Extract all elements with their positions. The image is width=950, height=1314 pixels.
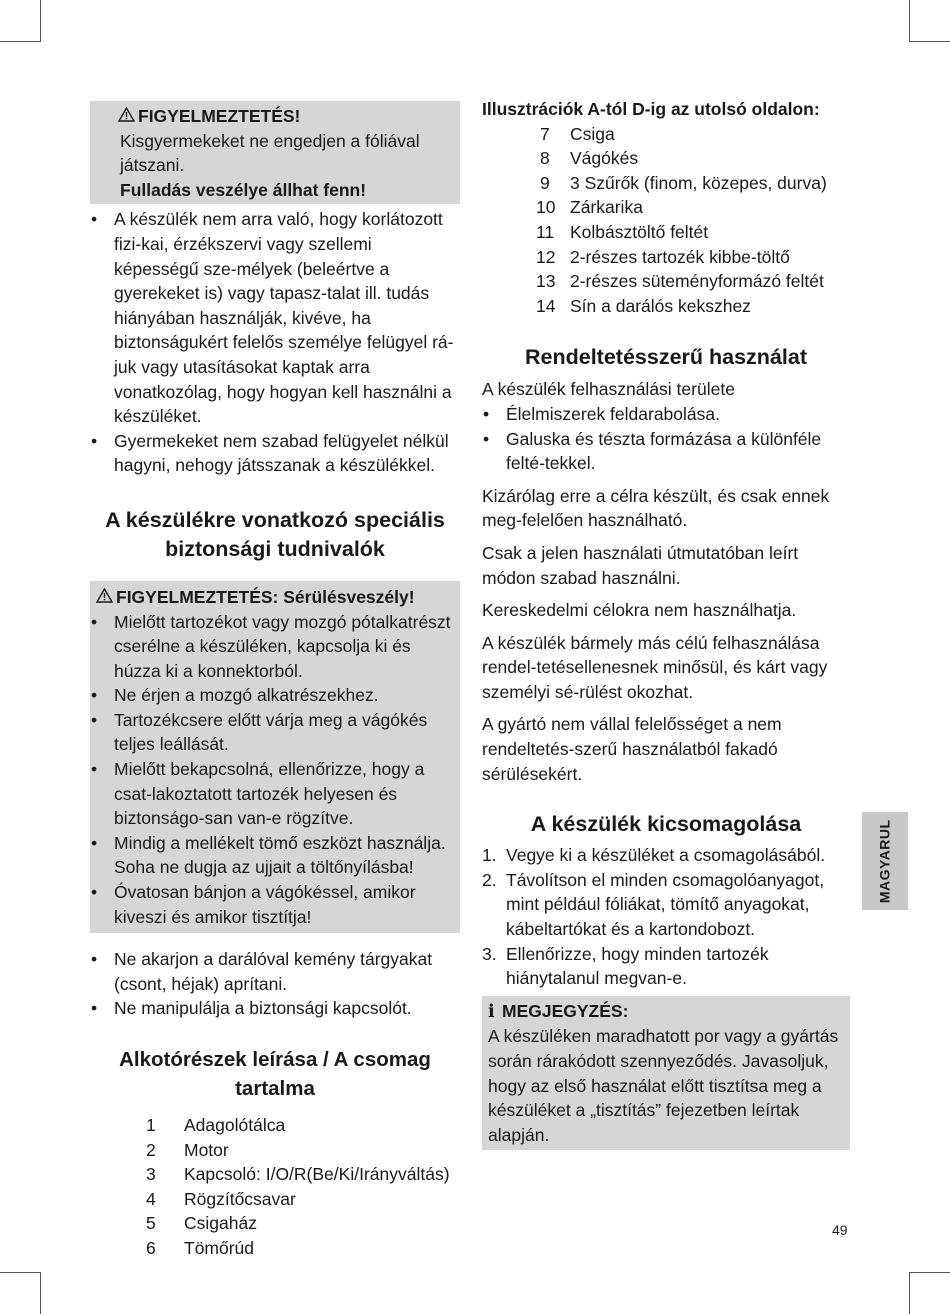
list-item: 2. Távolítson el minden csomagolóanyagot, mint például fóliákat, tömítő anyagokat, kábeltartókat és a kartondobozt. [482, 869, 825, 940]
section-heading-special-safety: A készülékre vonatkozó speciális biztonsági tudnivalók [105, 507, 445, 561]
right-column [482, 97, 850, 1150]
note-title: i MEGJEGYZÉS: [488, 999, 844, 1025]
info-icon: i [488, 1001, 495, 1022]
list-item: 5 Csigaház [146, 1213, 257, 1234]
language-side-tab: MAGYARUL [862, 812, 908, 910]
list-item: 8 Vágókés [540, 148, 639, 169]
section-heading-unpacking: A készülék kicsomagolása [530, 812, 802, 837]
warning-triangle-icon [96, 585, 116, 610]
paragraph: Kizárólag erre a célra készült, és csak ennek meg-felelően használható. [482, 485, 830, 531]
list-item: • Ne érjen a mozgó alkatrészekhez. [90, 683, 460, 708]
warning-line-bold: Fulladás veszélye állhat fenn! [120, 179, 367, 200]
crop-mark [909, 0, 910, 42]
illustrations-heading: Illusztrációk A-tól D-ig az utolsó oldalon: [482, 99, 820, 119]
list-item: 14 Sín a darálós kekszhez [536, 295, 751, 316]
list-item: 10 Zárkarika [536, 197, 643, 218]
list-item: • Mielőtt tartozékot vagy mozgó pótalkatrészt cserélne a készüléken, kapcsolja ki és húzza ki a konnektorból. [90, 610, 460, 684]
list-item: • Mielőtt bekapcsolná, ellenőrizze, hogy a csat-lakoztatott tartozék helyesen és biztonságo-san van-e rögzítve. [90, 757, 460, 831]
list-item: • Mindig a mellékelt tömő eszközt használja. Soha ne dugja az ujjait a töltőnyílásba! [90, 831, 460, 880]
list-item: 11 Kolbásztöltő feltét [536, 221, 709, 242]
paragraph: A gyártó nem vállal felelősséget a nem rendeltetés-szerű használatból fakadó sérülésekért. [482, 714, 782, 784]
use-bullet-list [482, 402, 850, 476]
crop-mark [0, 1272, 40, 1273]
list-item: • Tartozékcsere előtt várja meg a vágókés teljes leállását. [90, 708, 460, 757]
list-item: 4 Rögzítőcsavar [146, 1188, 296, 1209]
use-intro: A készülék felhasználási területe [482, 379, 735, 400]
parts-list [140, 1113, 450, 1261]
page-number: 49 [832, 1222, 848, 1238]
warning-box-children [90, 101, 460, 204]
list-item: 2 Motor [146, 1139, 229, 1160]
list-item: 7 Csiga [540, 123, 615, 144]
crop-mark [910, 1272, 950, 1273]
warning-box-injury [90, 581, 460, 933]
crop-mark [0, 41, 40, 42]
warning-bullet-list [90, 610, 460, 930]
crop-mark [40, 1272, 41, 1314]
parts-list-continued [534, 122, 827, 319]
list-item: 9 3 Szűrők (finom, közepes, durva) [540, 172, 827, 193]
list-item: • Gyermekeket nem szabad felügyelet nélkül hagyni, nehogy játsszanak a készülékkel. [90, 429, 460, 478]
note-box [482, 996, 850, 1151]
list-item: • Ne manipulálja a biztonsági kapcsolót. [90, 996, 460, 1021]
paragraph: Csak a jelen használati útmutatóban leírt módon szabad használni. [482, 542, 799, 588]
warning-triangle-icon [118, 104, 138, 129]
paragraph: Kereskedelmi célokra nem használhatja. [482, 600, 797, 621]
list-item: • Ne akarjon a darálóval kemény tárgyakat (csont, héjak) aprítani. [90, 947, 460, 996]
list-item: • A készülék nem arra való, hogy korlátozott fizi-kai, érzékszervi vagy szellemi képességű sze-mélyek (beleértve a gyerekeket is) vagy tapasz-talat ill. tudás hiányában használják, kivéve, ha biztonságukért felelős személye felügyel rá-juk vagy utasításokat kaptak arra vonatkozólag, hogy hogyan kell használni a készüléket. [90, 207, 460, 428]
crop-mark [910, 41, 950, 42]
list-item: 13 2-részes süteményformázó feltét [536, 271, 824, 292]
crop-mark [909, 1272, 910, 1314]
note-text: A készüléken maradhatott por vagy a gyártás során rárakódott szennyeződés. Javasoljuk, hogy az első használat előtt tisztítsa meg a készüléket a „tisztítás” fejezetben leírtak alapján. [488, 1026, 839, 1145]
crop-mark [40, 0, 41, 42]
safety-bullet-list [90, 207, 460, 478]
list-item: 1. Vegye ki a készüléket a csomagolásából. [482, 845, 826, 866]
section-heading-parts: Alkotórészek leírása / A csomag tartalma [119, 1048, 431, 1100]
list-item: • Óvatosan bánjon a vágókéssel, amikor kiveszi és amikor tisztítja! [90, 880, 460, 929]
left-column [90, 101, 460, 1261]
safety-bullet-list-2 [90, 947, 460, 1021]
unpacking-steps [482, 843, 850, 991]
list-item: • Galuska és tészta formázása a különféle felté-tekkel. [482, 427, 850, 476]
list-item: 3. Ellenőrizze, hogy minden tartozék hiánytalanul megvan-e. [482, 943, 769, 989]
paragraph: A készülék bármely más célú felhasználása rendel-tetésellenesnek minősül, és kárt vagy személyi sé-rülést okozhat. [482, 632, 828, 702]
list-item: 6 Tömőrúd [146, 1237, 255, 1258]
warning-title: FIGYELMEZTETÉS: Sérülésveszély! [96, 585, 460, 610]
warning-title: FIGYELMEZTETÉS! [118, 104, 460, 129]
section-heading-intended-use: Rendeltetésszerű használat [525, 345, 807, 370]
list-item: 12 2-részes tartozék kibbe-töltő [536, 246, 790, 267]
list-item: 3 Kapcsoló: I/O/R(Be/Ki/Irányváltás) [146, 1164, 450, 1185]
warning-line: Kisgyermekeket ne engedjen a fóliával játszani. [120, 130, 420, 176]
list-item: 1 Adagolótálca [146, 1115, 286, 1135]
list-item: • Élelmiszerek feldarabolása. [482, 402, 850, 427]
